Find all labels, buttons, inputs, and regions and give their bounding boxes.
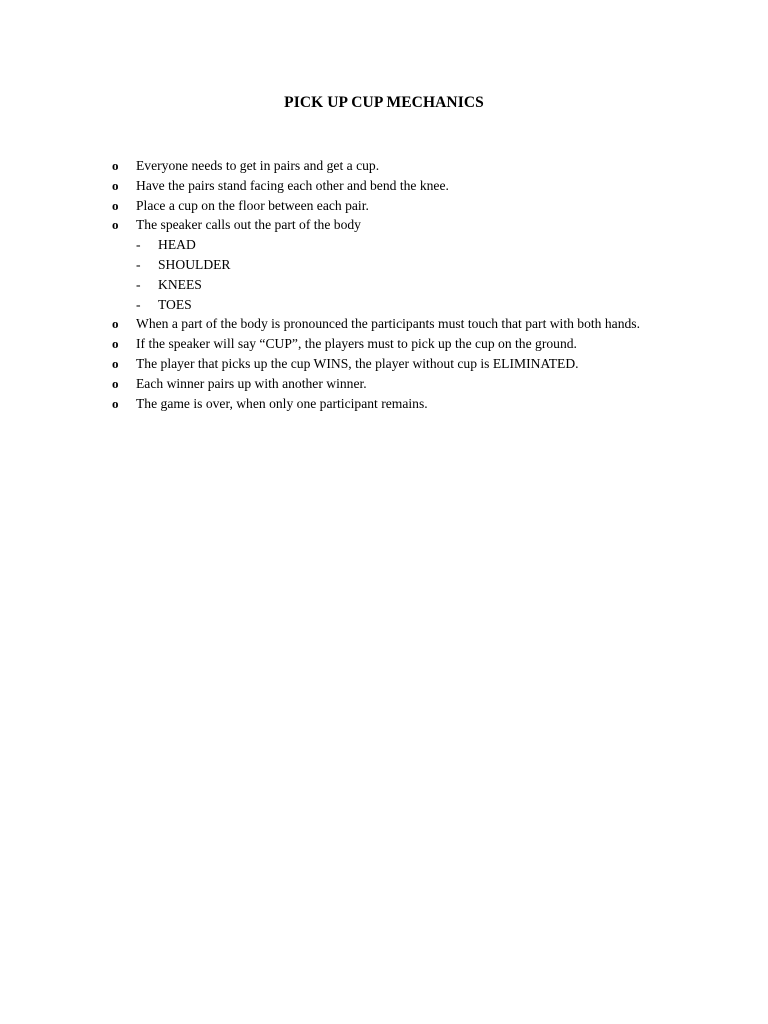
sublist-item-text: HEAD (158, 237, 196, 253)
bullet-icon: o (112, 395, 119, 411)
list-item-text: Everyone needs to get in pairs and get a cup. (136, 158, 380, 173)
sublist-item (136, 235, 672, 255)
list-item (112, 374, 672, 394)
list-item-text: Place a cup on the floor between each pair. (136, 197, 369, 213)
sublist-item-text: KNEES (158, 276, 202, 292)
list-item-text: When a part of the body is pronounced the participants must touch that part with both hands. (136, 316, 640, 332)
sublist-item (136, 295, 672, 315)
list-item (112, 354, 672, 374)
sublist-item-text: SHOULDER (158, 256, 231, 272)
list-item-text: The player that picks up the cup WINS, the player without cup is ELIMINATED. (136, 355, 579, 371)
sublist-item-text: TOES (158, 296, 192, 312)
sublist-item (136, 275, 672, 295)
list-item-text: The speaker calls out the part of the body (136, 217, 361, 233)
list-item-text: Each winner pairs up with another winner. (136, 375, 367, 391)
bullet-icon: o (112, 375, 119, 391)
bullet-icon: o (112, 316, 119, 332)
list-item-text: The game is over, when only one participant remains. (136, 395, 428, 411)
list-item-text: If the speaker will say “CUP”, the players must to pick up the cup on the ground. (136, 336, 577, 352)
bullet-icon: o (112, 177, 119, 193)
document-title: PICK UP CUP MECHANICS (284, 94, 484, 111)
list-item (112, 196, 672, 216)
bullet-icon: o (112, 355, 119, 371)
bullet-icon: o (112, 217, 119, 233)
sublist-item (136, 255, 672, 275)
list-item-text: Have the pairs stand facing each other and bend the knee. (136, 177, 449, 193)
list-item (112, 334, 672, 354)
bullet-icon: o (112, 158, 119, 173)
bullet-icon: o (112, 336, 119, 352)
list-item (112, 314, 672, 334)
list-item (112, 156, 672, 176)
dash-icon: - (136, 276, 141, 292)
bullet-icon: o (112, 197, 119, 213)
list-item (112, 215, 672, 314)
list-item (112, 176, 672, 196)
dash-icon: - (136, 296, 141, 312)
body-parts-sublist (136, 235, 672, 314)
dash-icon: - (136, 237, 141, 253)
rules-list (112, 156, 672, 413)
dash-icon: - (136, 256, 141, 272)
list-item (112, 394, 672, 414)
